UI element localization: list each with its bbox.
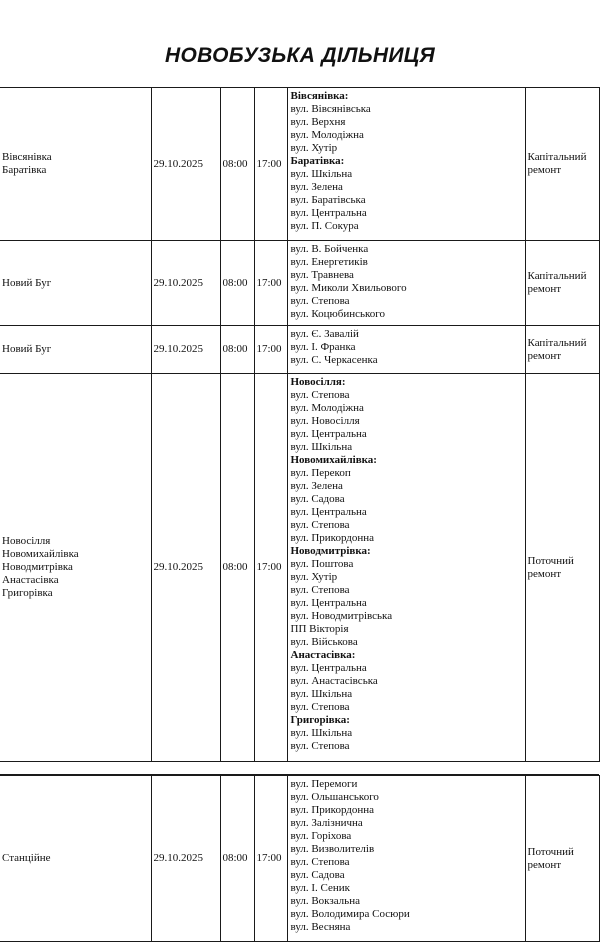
settlement-cell (0, 88, 151, 241)
street-name: вул. Перемоги (290, 778, 358, 790)
street-name: вул. Анастасівська (290, 675, 378, 687)
street-name: вул. Військова (290, 636, 358, 648)
end-time-cell: 17:00 (254, 374, 287, 762)
work-type-text: ремонт (527, 858, 562, 871)
street-name: вул. І. Франка (290, 341, 356, 353)
street-name: вул. Зелена (290, 480, 343, 492)
settlement-cell (0, 374, 151, 762)
street-name: вул. Степова (290, 584, 350, 596)
street-name: вул. Новосілля (290, 415, 360, 427)
street-name: вул. Коцюбинського (290, 308, 386, 320)
street-name: вул. Центральна (290, 428, 367, 440)
street-name: вул. Центральна (290, 662, 367, 674)
street-name: вул. Степова (290, 701, 350, 713)
settlement-name: Новомихайлівка (2, 548, 79, 560)
table-row (0, 326, 599, 374)
street-name: вул. Молодіжна (290, 402, 364, 414)
page-title: НОВОБУЗЬКА ДІЛЬНИЦЯ (165, 44, 435, 67)
work-type-text: Капітальний (527, 336, 587, 349)
street-name: вул. Степова (290, 740, 350, 752)
street-name: вул. Прикордонна (290, 532, 375, 544)
work-type-text: ремонт (527, 349, 562, 362)
street-name: вул. Вівсянівська (290, 103, 371, 115)
street-name: вул. Шкільна (290, 688, 353, 700)
work-type-cell (525, 241, 599, 326)
street-name: вул. Шкільна (290, 441, 353, 453)
work-type-cell (525, 88, 599, 241)
settlement-heading: Вівсянівка: (290, 90, 349, 102)
work-type-text: ремонт (527, 164, 562, 176)
streets-cell (287, 776, 525, 942)
work-type-cell (525, 776, 599, 942)
street-name: вул. Прикордонна (290, 804, 375, 816)
work-type-text: Капітальний (527, 270, 587, 282)
work-type-text: Поточний (527, 845, 574, 858)
street-name: вул. С. Черкасенка (290, 354, 378, 366)
start-time-cell: 08:00 (220, 88, 254, 241)
date-cell: 29.10.2025 (151, 326, 220, 374)
street-name: вул. Зелена (290, 181, 343, 193)
work-type-text: ремонт (527, 283, 562, 295)
street-name: вул. Степова (290, 389, 350, 401)
street-name: вул. Баратівська (290, 194, 366, 206)
street-name: вул. Хутір (290, 571, 338, 583)
outage-table-continued (0, 775, 600, 942)
settlement-heading: Анастасівка: (290, 649, 356, 661)
end-time-cell: 17:00 (254, 326, 287, 374)
settlement-name: Баратівка (2, 164, 47, 176)
date-cell: 29.10.2025 (151, 88, 220, 241)
end-time-cell: 17:00 (254, 88, 287, 241)
settlement-heading: Новосілля: (290, 376, 346, 388)
work-type-text: Капітальний (527, 151, 587, 163)
street-name: вул. Шкільна (290, 727, 353, 739)
street-name: вул. І. Сеник (290, 882, 350, 894)
streets-cell (287, 241, 525, 326)
settlement-heading: Новомихайлівка: (290, 454, 377, 466)
street-name: вул. В. Бойченка (290, 243, 369, 255)
street-name: вул. Хутір (290, 142, 338, 154)
settlement-heading: Баратівка: (290, 155, 345, 167)
street-name: вул. Вокзальна (290, 895, 360, 907)
table-gap (0, 762, 599, 775)
street-name: вул. Верхня (290, 116, 346, 128)
work-type-cell (525, 326, 599, 374)
end-time-cell: 17:00 (254, 776, 287, 942)
street-name: вул. Весняна (290, 921, 351, 933)
date-cell: 29.10.2025 (151, 241, 220, 326)
start-time-cell: 08:00 (220, 326, 254, 374)
street-name: вул. Степова (290, 519, 350, 531)
street-name: вул. Степова (290, 295, 350, 307)
date-cell: 29.10.2025 (151, 776, 220, 942)
street-name: вул. Горіхова (290, 830, 352, 842)
settlement-cell (0, 776, 151, 942)
outage-table (0, 87, 600, 762)
settlement-name: Анастасівка (2, 574, 59, 586)
date-cell: 29.10.2025 (151, 374, 220, 762)
settlement-cell (0, 241, 151, 326)
settlement-cell (0, 326, 151, 374)
street-name: вул. Травнева (290, 269, 354, 281)
settlement-name: Вівсянівка (2, 151, 52, 163)
street-name: вул. Степова (290, 856, 350, 868)
work-type-cell (525, 374, 599, 762)
street-name: вул. Визволителів (290, 843, 375, 855)
settlement-heading: Новодмитрівка: (290, 545, 371, 557)
start-time-cell: 08:00 (220, 241, 254, 326)
work-type-text: Поточний (527, 554, 574, 567)
street-name: ПП Вікторія (290, 623, 349, 635)
settlement-name: Григорівка (2, 587, 53, 599)
street-name: вул. Шкільна (290, 168, 353, 180)
table-row (0, 374, 599, 762)
work-type-text: ремонт (527, 567, 562, 580)
table-row (0, 776, 599, 942)
settlement-heading: Григорівка: (290, 714, 350, 726)
end-time-cell: 17:00 (254, 241, 287, 326)
street-name: вул. Центральна (290, 506, 367, 518)
streets-cell (287, 88, 525, 241)
start-time-cell: 08:00 (220, 374, 254, 762)
settlement-name: Станційне (2, 852, 51, 864)
street-name: вул. Володимира Сосюри (290, 908, 410, 920)
settlement-name: Новодмитрівка (2, 561, 73, 573)
start-time-cell: 08:00 (220, 776, 254, 942)
settlement-name: Новосілля (2, 535, 51, 547)
street-name: вул. Центральна (290, 207, 367, 219)
street-name: вул. Залізнична (290, 817, 363, 829)
streets-cell (287, 326, 525, 374)
street-name: вул. Новодмитрівська (290, 610, 393, 622)
street-name: вул. Молодіжна (290, 129, 364, 141)
street-name: вул. Перекоп (290, 467, 351, 479)
street-name: вул. Центральна (290, 597, 367, 609)
street-name: вул. П. Сокура (290, 220, 359, 232)
street-name: вул. Енергетиків (290, 256, 368, 268)
settlement-name: Новий Буг (2, 276, 52, 289)
street-name: вул. Є. Завалій (290, 328, 359, 340)
table-row (0, 241, 599, 326)
street-name: вул. Поштова (290, 558, 354, 570)
street-name: вул. Садова (290, 869, 345, 881)
table-row (0, 88, 599, 241)
streets-cell (287, 374, 525, 762)
settlement-name: Новий Буг (2, 343, 52, 355)
street-name: вул. Садова (290, 493, 345, 505)
street-name: вул. Ольшанського (290, 791, 379, 803)
street-name: вул. Миколи Хвильового (290, 282, 407, 294)
